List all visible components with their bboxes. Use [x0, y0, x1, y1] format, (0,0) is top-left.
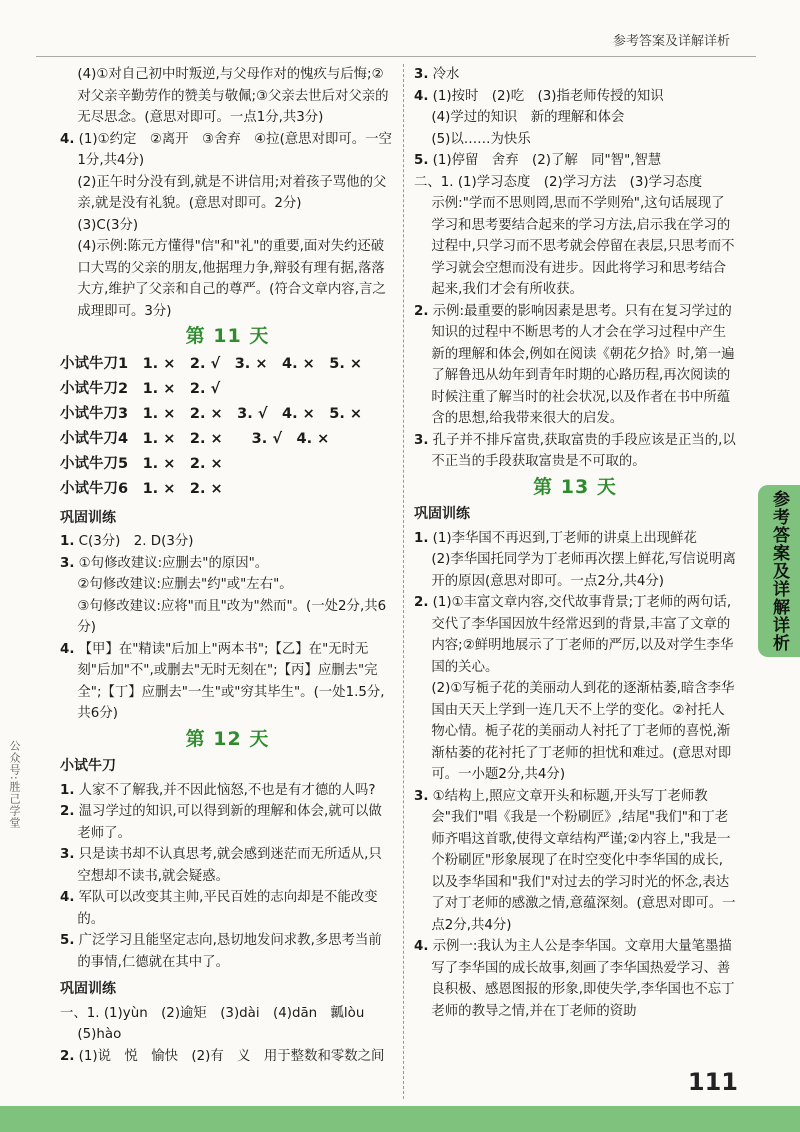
question-3: 3. 只是读书却不认真思考,就会感到迷茫而无所适从,只空想却不读书,就会疑惑。: [60, 847, 382, 884]
answer-text: (2)①写栀子花的美丽动人到花的逐渐枯萎,暗含李华国由天天上学到一连几天不上学的变化。②衬托人物心情。栀子花的美丽动人衬托了丁老师的喜悦,渐渐枯萎的花衬托了丁老师的担忧和难过。(意思对即可。一小题2分,共4分): [431, 681, 735, 782]
side-note: 公众号:胜己学堂: [8, 740, 21, 829]
right-column: [414, 64, 736, 1022]
quiz-line: 小试牛刀4 1. × 2. × 3. √ 4. ×: [60, 430, 330, 447]
section-heading: 小试牛刀: [60, 758, 116, 774]
answer-text: ②句修改建议:应删去"约"或"左右"。: [77, 577, 293, 592]
question-2: 2. 示例:最重要的影响因素是思考。只有在复习学过的知识的过程中不断思考的人才会在学习过程中产生新的理解和体会,例如在阅读《朝花夕拾》时,第一遍了解鲁迅从幼年到青年时期的心路历程,再次阅读的时候注重了解当时的社会状况,以及作者在书中所蕴含的思想,给我带来很大的启发。: [414, 303, 735, 426]
question-5: 5. 广泛学习且能坚定志向,恳切地发问求教,多思考当前的事情,仁德就在其中了。: [60, 933, 382, 970]
answer-text: (2)李华国托同学为丁老师再次摆上鲜花,写信说明离开的原因(意思对即可。一点2分,共4分): [431, 552, 736, 589]
answer-text: (3)C(3分): [77, 217, 139, 233]
question-1: 1. (1)李华国不再迟到,丁老师的讲桌上出现鲜花: [414, 530, 697, 546]
day-11-heading: 第 11 天: [185, 325, 270, 347]
section-heading: 巩固训练: [60, 981, 116, 997]
question-3: 3. ①句修改建议:应删去"的原因"。: [60, 555, 269, 571]
question-2: 2. (1)①丰富文章内容,交代故事背景;丁老师的两句话,交代了李华国因放牛经常迟到的背景,丰富了文章的内容;②鲜明地展示了丁老师的严厉,以及对学生李华国的关心。: [414, 595, 734, 675]
question-4: 4. (1)按时 (2)吃 (3)指老师传授的知识: [414, 88, 664, 104]
question-5: 5. (1)停留 舍弃 (2)了解 同"智",智慧: [414, 153, 662, 168]
quiz-line: 小试牛刀1 1. × 2. √ 3. × 4. × 5. ×: [60, 355, 363, 372]
question-3: 3. ①结构上,照应文章开头和标题,开头写丁老师教会"我们"唱《我是一个粉刷匠》,结尾"我们"和丁老师齐唱这首歌,使得文章结构严谨;②内容上,"我是一个粉刷匠"形象展现了在时空变化中李华国的成长,以及李华国和"我们"对过去的学习时光的怀念,表达了对丁老师的感激之情,意蕴深刻。(意思对即可。一点2分,共4分): [414, 788, 736, 933]
question-3: 3. 冷水: [414, 67, 460, 82]
question-part2: 二、1. (1)学习态度 (2)学习方法 (3)学习态度: [414, 174, 703, 190]
question-1: 1. C(3分) 2. D(3分): [60, 534, 194, 549]
question-2: 2. 温习学过的知识,可以得到新的理解和体会,就可以做老师了。: [60, 804, 382, 841]
question-4: 4. 军队可以改变其主帅,平民百姓的志向却是不能改变的。: [60, 890, 378, 927]
question-4: 4. 【甲】在"精读"后加上"两本书";【乙】在"无时无刻"后加"不",或删去"无时无刻在";【丙】应删去"完全";【丁】应删去"一生"或"穷其毕生"。(一处1.5分,共6分): [60, 641, 385, 721]
left-column: [60, 64, 395, 1067]
bottom-bar: [0, 1106, 800, 1132]
answer-text: (4)学过的知识 新的理解和体会: [431, 110, 625, 125]
column-divider: [403, 64, 404, 1099]
answer-text: 示例:"学而不思则罔,思而不学则殆",这句话展现了学习和思考要结合起来的学习方法,启示我在学习的过程中,只学习而不思考就会停留在表层,只思考而不学习就会空想而没有进步。因此将学习和思考结合起来,我们才会有所收获。: [431, 196, 735, 297]
quiz-line: 小试牛刀6 1. × 2. ×: [60, 480, 223, 497]
answer-text: ③句修改建议:应将"而且"改为"然而"。(一处2分,共6分): [77, 598, 387, 635]
question-4: 4. (1)①约定 ②离开 ③舍弃 ④拉(意思对即可。一空1分,共4分): [60, 131, 392, 168]
section-heading: 巩固训练: [414, 506, 470, 522]
quiz-line: 小试牛刀5 1. × 2. ×: [60, 455, 223, 472]
day-13-heading: 第 13 天: [533, 475, 617, 498]
quiz-line: 小试牛刀2 1. × 2. √: [60, 380, 221, 397]
question-2: 2. (1)说 悦 愉快 (2)有 义 用于整数和零数之间: [60, 1048, 385, 1064]
question-3: 3. 孔子并不排斥富贵,获取富贵的手段应该是正当的,以不正当的手段获取富贵是不可取的。: [414, 432, 736, 469]
header-rule: [36, 56, 756, 57]
question-1: 1. 人家不了解我,并不因此恼怒,不也是有才德的人吗?: [60, 782, 376, 798]
answer-text: (4)示例:陈元方懂得"信"和"礼"的重要,面对失约还破口大骂的父亲的朋友,他据理力争,辩驳有理有据,落落大方,维护了父亲和自己的尊严。(符合文章内容,言之成理即可。3分): [77, 239, 386, 319]
section-heading: 巩固训练: [60, 509, 116, 526]
section-side-tab: 参考答案及详解详析: [758, 485, 800, 657]
page-header: 参考答案及详解详析: [612, 34, 730, 49]
answer-text: (2)正午时分没有到,就是不讲信用;对着孩子骂他的父亲,就是没有礼貌。(意思对即可。2分): [77, 174, 387, 211]
quiz-line: 小试牛刀3 1. × 2. × 3. √ 4. × 5. ×: [60, 405, 363, 422]
day-12-heading: 第 12 天: [185, 727, 270, 750]
question-part1: 一、1. (1)yùn (2)逾矩 (3)dài (4)dān 瓤lòu (5)hào: [60, 1005, 378, 1042]
question-4: 4. 示例一:我认为主人公是李华国。文章用大量笔墨描写了李华国的成长故事,刻画了李华国热爱学习、善良积极、感恩图报的形象,即使失学,李华国也不忘丁老师的教导之情,并在丁老师的资助: [414, 939, 735, 1019]
answer-text: (4)①对自己初中时叛逆,与父母作对的愧疚与后悔;②对父亲辛勤劳作的赞美与敬佩;③父亲去世后对父亲的无尽思念。(意思对即可。一点1分,共3分): [77, 67, 389, 125]
answer-text: (5)以……为快乐: [431, 131, 531, 147]
page-number: 111: [687, 1068, 738, 1096]
